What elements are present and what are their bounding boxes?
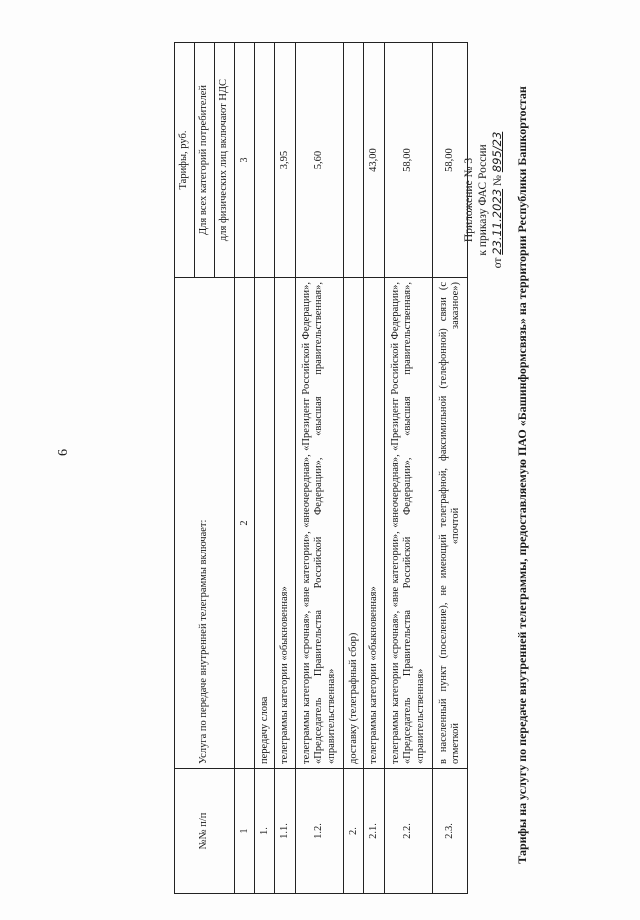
- row-number: 2.3.: [433, 769, 468, 894]
- row-tariff: 58,00: [384, 43, 433, 278]
- row-service: доставку (телеграфный сбор): [344, 278, 364, 769]
- order-date-line: [490, 100, 505, 300]
- row-number: 1.1.: [275, 769, 295, 894]
- row-number: 1.: [255, 769, 275, 894]
- header-number: №№ п/п: [175, 769, 235, 894]
- row-service: телеграммы категории «срочная», «вне категории», «внеочередная», «Президент Российской Федерации», «Председатель Правительства Российской Федерации», «высшая правительственная», «правительственная»: [384, 278, 433, 769]
- table-row: [384, 43, 433, 894]
- appendix-block: [462, 100, 505, 300]
- table-row: [433, 43, 468, 894]
- page-number: 6: [56, 449, 71, 456]
- row-service: телеграммы категории «срочная», «вне категории», «внеочередная», «Президент Российской Федерации», «Председатель Правительства Российской Федерации», «высшая правительственная», «правительственная»: [295, 278, 344, 769]
- row-service: в населенный пункт (поселение), не имеющий телеграфной, факсимильной (телефонной) связи (с отметкой «почтой заказное»): [433, 278, 468, 769]
- row-number: 2.1.: [364, 769, 384, 894]
- appendix-label: Приложение № 3: [463, 157, 475, 243]
- row-tariff: 43,00: [364, 43, 384, 278]
- row-service: передачу слова: [255, 278, 275, 769]
- row-tariff: 3,95: [275, 43, 295, 278]
- order-date: 23.11.2023: [490, 188, 504, 255]
- from-label: от: [492, 257, 504, 269]
- header-service: Услуга по передаче внутренней телеграммы включает:: [175, 278, 235, 769]
- number-label: №: [492, 175, 504, 187]
- row-service: телеграммы категории «обыкновенная»: [275, 278, 295, 769]
- tariff-table: [174, 42, 468, 894]
- table-row: [275, 43, 295, 894]
- order-reference: к приказу ФАС России: [477, 144, 489, 256]
- table-row: [344, 43, 364, 894]
- index-cell: 1: [235, 769, 255, 894]
- table-row: [255, 43, 275, 894]
- document-title: Тарифы на услугу по передаче внутренней телеграммы, предоставляемую ПАО «Башинформсвязь» на территории Республики Башкортостан: [515, 86, 529, 864]
- row-number: 2.2.: [384, 769, 433, 894]
- row-tariff: [255, 43, 275, 278]
- row-number: 1.2.: [295, 769, 344, 894]
- index-cell: 2: [235, 278, 255, 769]
- index-cell: 3: [235, 43, 255, 278]
- row-tariff: [344, 43, 364, 278]
- header-all-consumers: Для всех категорий потребителей: [195, 43, 215, 278]
- row-tariff: 58,00: [433, 43, 468, 278]
- row-tariff: 5,60: [295, 43, 344, 278]
- index-row: [235, 43, 255, 894]
- table-row: [364, 43, 384, 894]
- order-number: 895/23: [490, 131, 504, 173]
- header-vat-note: для физических лиц включают НДС: [215, 43, 235, 278]
- table-row: [295, 43, 344, 894]
- header-tariffs: Тарифы, руб.: [175, 43, 195, 278]
- row-number: 2.: [344, 769, 364, 894]
- row-service: телеграммы категории «обыкновенная»: [364, 278, 384, 769]
